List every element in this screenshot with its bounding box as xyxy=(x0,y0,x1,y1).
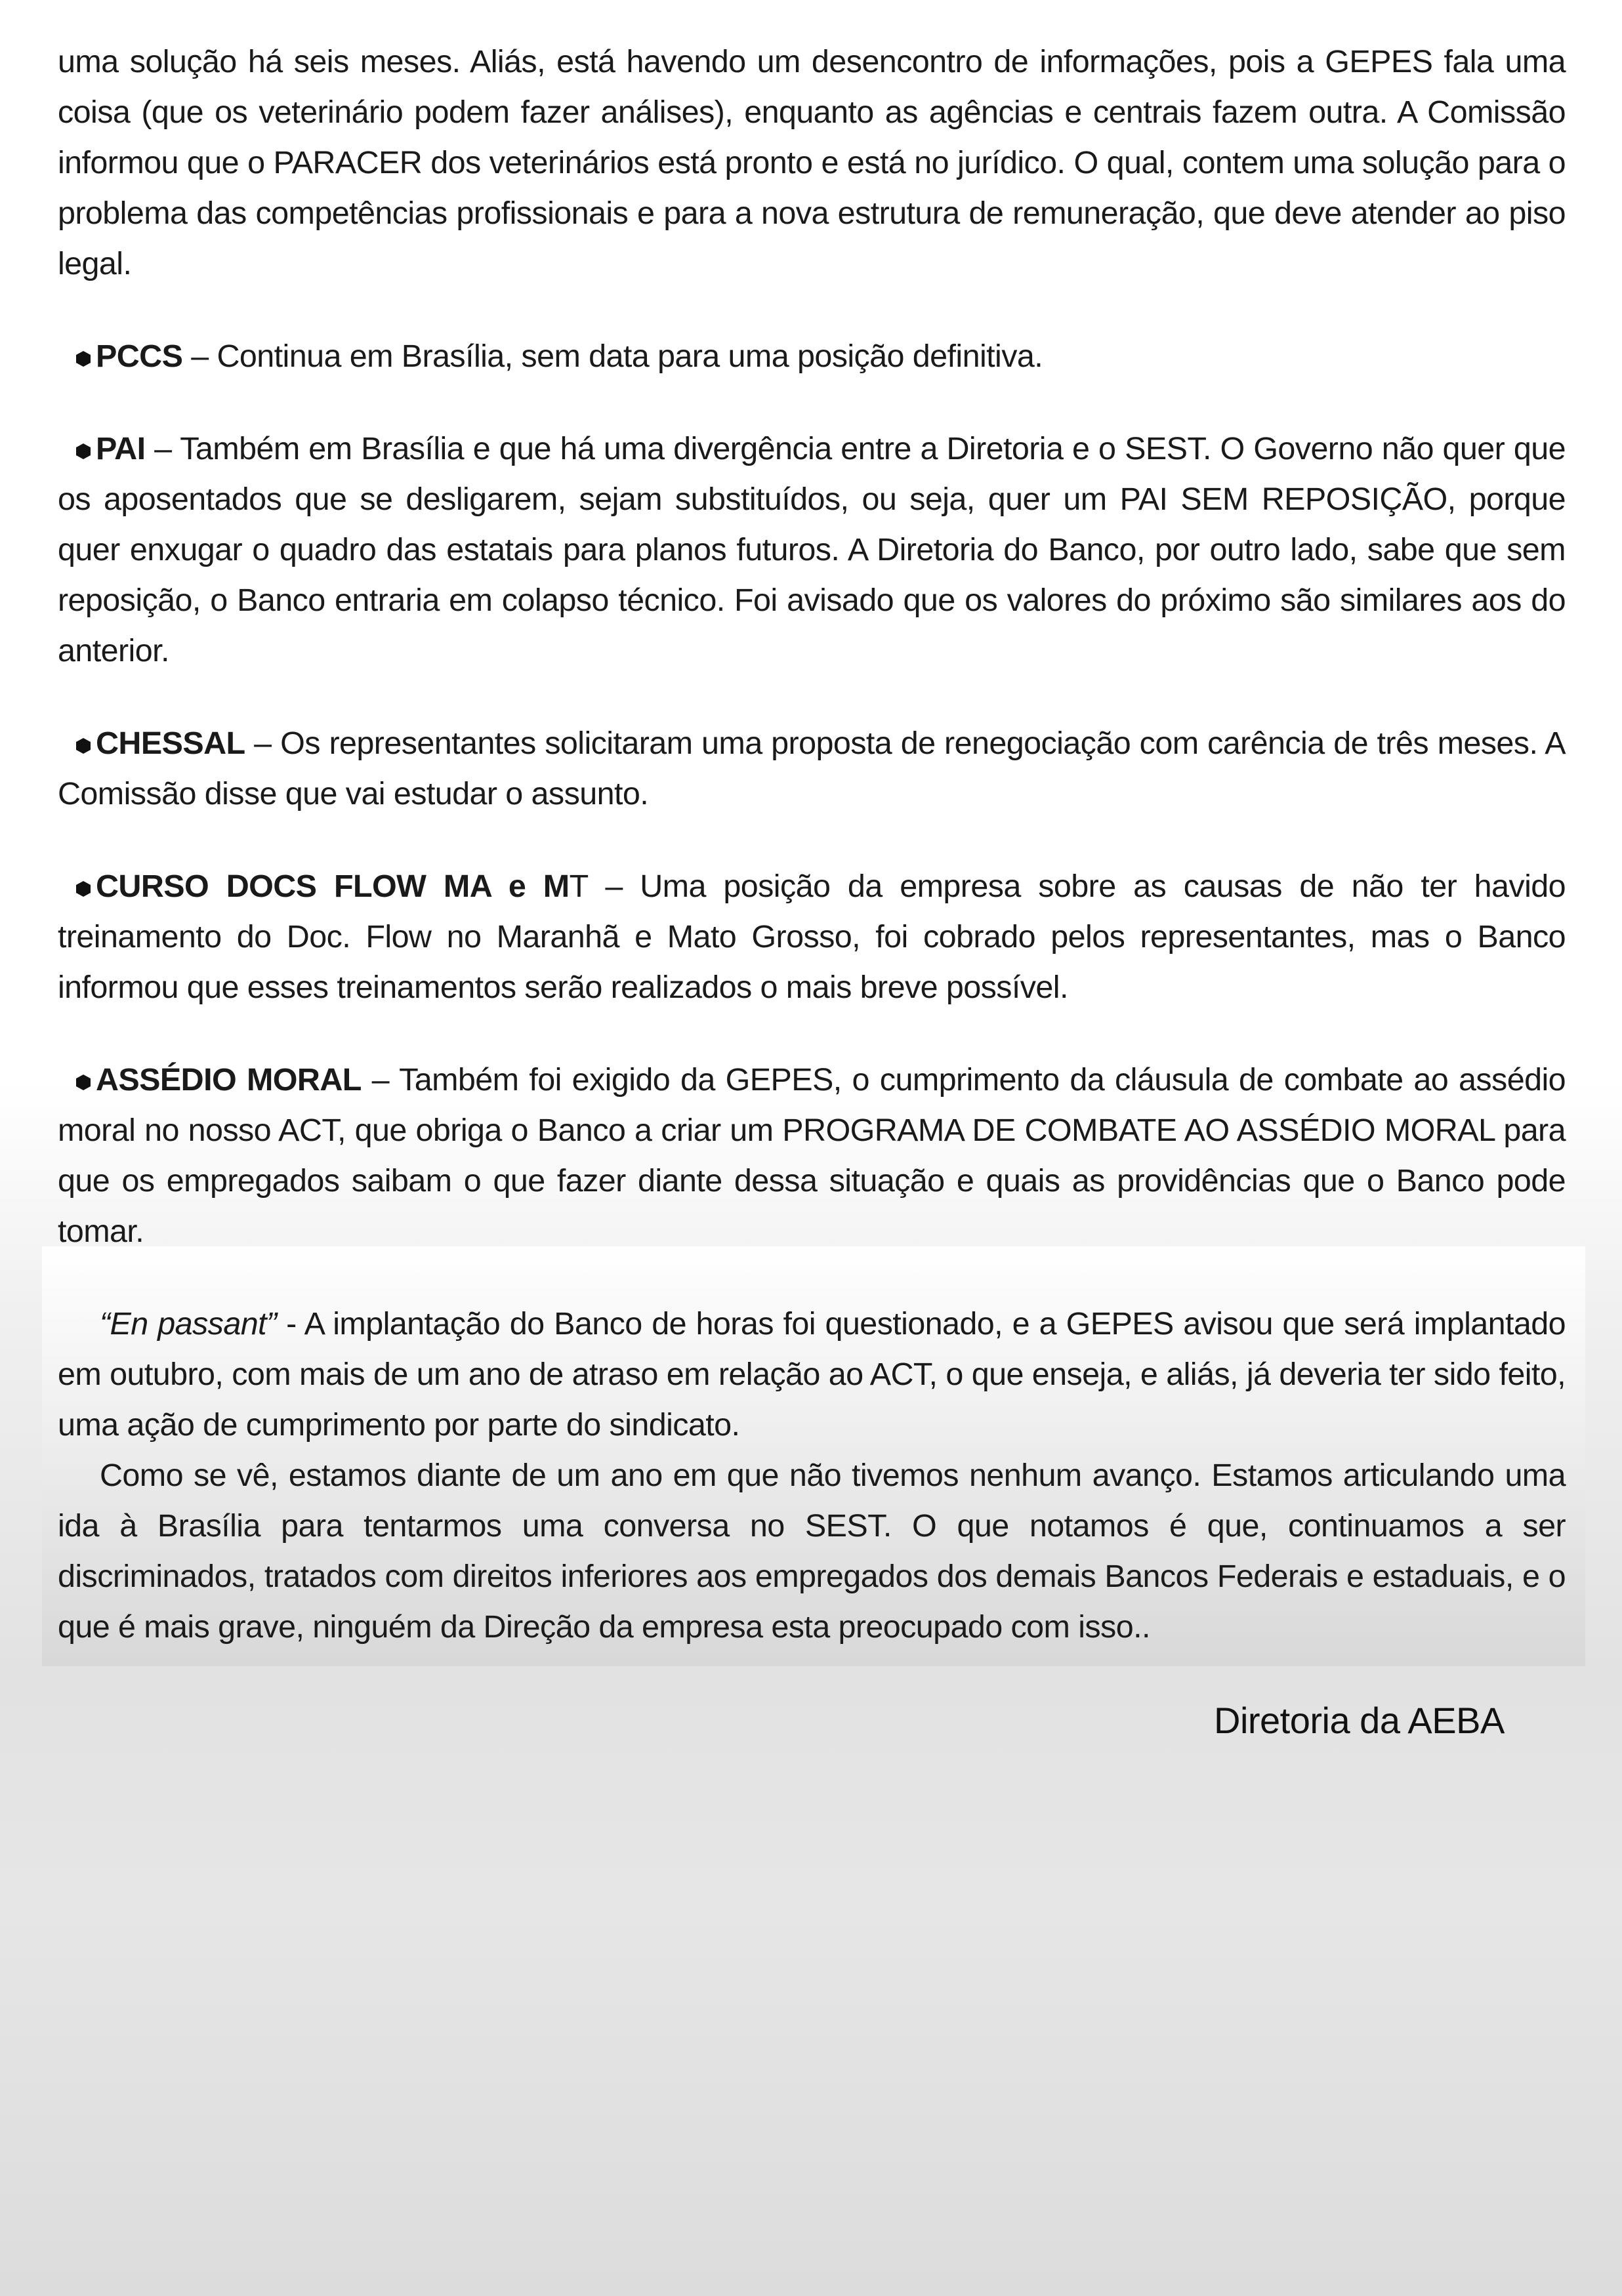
hexagon-bullet-icon xyxy=(76,1075,91,1090)
bullet-heading: ASSÉDIO MORAL xyxy=(96,1062,362,1097)
en-passant-lead: “En passant” xyxy=(100,1306,277,1342)
bullet-text: – Também foi exigido da GEPES, o cumprimento da cláusula de combate ao assédio moral no nosso ACT, que obriga o Banco a criar um PROGRAMA DE COMBATE AO ASSÉDIO MORAL para que os empregados saibam o que fazer diante dessa situação e quais as providências que o Banco pode tomar. xyxy=(58,1062,1566,1249)
en-passant-text: - A implantação do Banco de horas foi questionado, e a GEPES avisou que será implantado em outubro, com mais de um ano de atraso em relação ao ACT, o que enseja, e aliás, já deveria ter sido feito, uma ação de cumprimento por parte do sindicato. xyxy=(58,1306,1566,1443)
bullet-heading: CURSO DOCS FLOW MA e M xyxy=(96,869,570,904)
bullet-chessal xyxy=(58,718,1566,819)
bullet-heading: PCCS xyxy=(96,338,183,374)
intro-paragraph: uma solução há seis meses. Aliás, está havendo um desencontro de informações, pois a GEPES fala uma coisa (que os veterinário podem fazer análises), enquanto as agências e centrais fazem outra. A Comissão informou que o PARACER dos veterinários está pronto e está no jurídico. O qual, contem uma solução para o problema das competências profissionais e para a nova estrutura de remuneração, que deve atender ao piso legal. xyxy=(58,44,1566,281)
en-passant-paragraph xyxy=(58,1299,1566,1450)
bullet-text: – Também em Brasília e que há uma divergência entre a Diretoria e o SEST. O Governo não quer que os aposentados que se desligarem, sejam substituídos, ou seja, quer um PAI SEM REPOSIÇÃO, porque quer enxugar o quadro das estatais para planos futuros. A Diretoria do Banco, por outro lado, sabe que sem reposição, o Banco entraria em colapso técnico. Foi avisado que os valores do próximo são similares aos do anterior. xyxy=(58,431,1566,668)
hexagon-bullet-icon xyxy=(76,738,91,754)
bullet-heading: PAI xyxy=(96,431,146,466)
signature: Diretoria da AEBA xyxy=(1214,1700,1505,1741)
bullet-text: – Continua em Brasília, sem data para uma posição definitiva. xyxy=(182,338,1043,374)
closing-paragraph: Como se vê, estamos diante de um ano em que não tivemos nenhum avanço. Estamos articulando uma ida à Brasília para tentarmos uma conversa no SEST. O que notamos é que, continuamos a ser discriminados, tratados com direitos inferiores aos empregados dos demais Bancos Federais e estaduais, e o que é mais grave, ninguém da Direção da empresa esta preocupado com isso.. xyxy=(58,1458,1566,1645)
bullet-assedio-moral xyxy=(58,1055,1566,1257)
bullet-text: – Os representantes solicitaram uma proposta de renegociação com carência de três meses. A Comissão disse que vai estudar o assunto. xyxy=(58,726,1566,811)
bullet-curso-docs-flow xyxy=(58,861,1566,1013)
bullet-pccs xyxy=(58,331,1566,382)
bullet-heading-suffix: T xyxy=(569,869,588,904)
hexagon-bullet-icon xyxy=(76,881,91,897)
bullet-pai xyxy=(58,424,1566,676)
document-body xyxy=(58,37,1566,1652)
hexagon-bullet-icon xyxy=(76,351,91,367)
bullet-text: – Uma posição da empresa sobre as causas de não ter havido treinamento do Doc. Flow no Maranhã e Mato Grosso, foi cobrado pelos representantes, mas o Banco informou que esses treinamentos serão realizados o mais breve possível. xyxy=(58,869,1566,1005)
bullet-heading: CHESSAL xyxy=(96,726,245,761)
hexagon-bullet-icon xyxy=(76,443,91,459)
